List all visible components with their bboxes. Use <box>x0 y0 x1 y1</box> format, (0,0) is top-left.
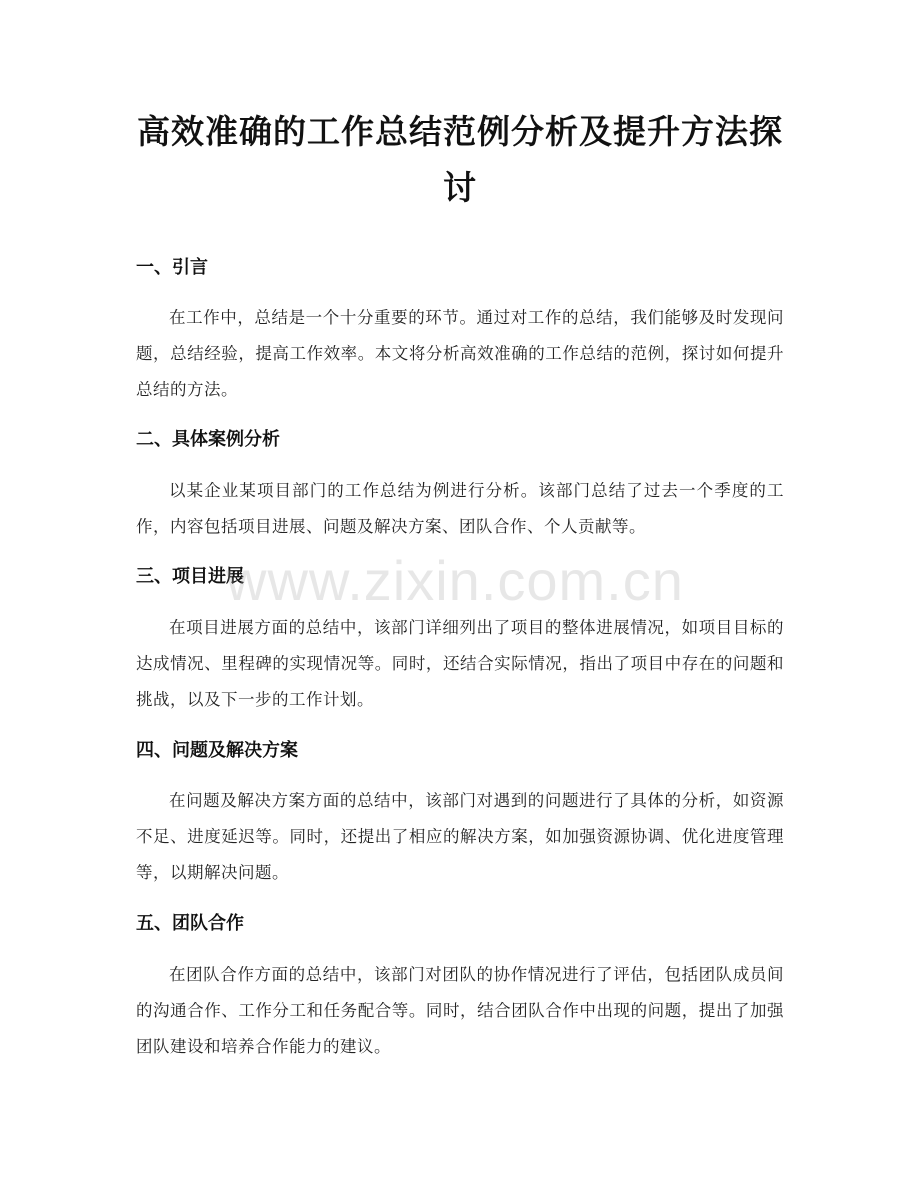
section-heading-problems: 四、问题及解决方案 <box>136 740 298 761</box>
section-paragraph-teamwork: 在团队合作方面的总结中，该部门对团队的协作情况进行了评估，包括团队成员间的沟通合作、工作分工和任务配合等。同时，结合团队合作中出现的问题，提出了加强团队建设和培养合作能力的建议。 <box>136 965 784 1056</box>
section-heading-teamwork: 五、团队合作 <box>136 913 244 934</box>
section-heading-progress: 三、项目进展 <box>136 566 244 587</box>
section-paragraph-progress: 在项目进展方面的总结中，该部门详细列出了项目的整体进展情况，如项目目标的达成情况、里程碑的实现情况等。同时，还结合实际情况，指出了项目中存在的问题和挑战，以及下一步的工作计划。 <box>136 618 784 709</box>
section-paragraph-intro: 在工作中，总结是一个十分重要的环节。通过对工作的总结，我们能够及时发现问题，总结经验，提高工作效率。本文将分析高效准确的工作总结的范例，探讨如何提升总结的方法。 <box>136 308 784 399</box>
page-title: 高效准确的工作总结范例分析及提升方法探讨 <box>137 112 783 207</box>
section-paragraph-case-analysis: 以某企业某项目部门的工作总结为例进行分析。该部门总结了过去一个季度的工作，内容包括项目进展、问题及解决方案、团队合作、个人贡献等。 <box>136 481 784 536</box>
watermark: www.zixin.com.cn <box>226 549 684 612</box>
section-paragraph-problems: 在问题及解决方案方面的总结中，该部门对遇到的问题进行了具体的分析，如资源不足、进度延迟等。同时，还提出了相应的解决方案，如加强资源协调、优化进度管理等，以期解决问题。 <box>136 791 784 882</box>
section-heading-intro: 一、引言 <box>136 257 208 278</box>
section-heading-case-analysis: 二、具体案例分析 <box>136 429 280 450</box>
